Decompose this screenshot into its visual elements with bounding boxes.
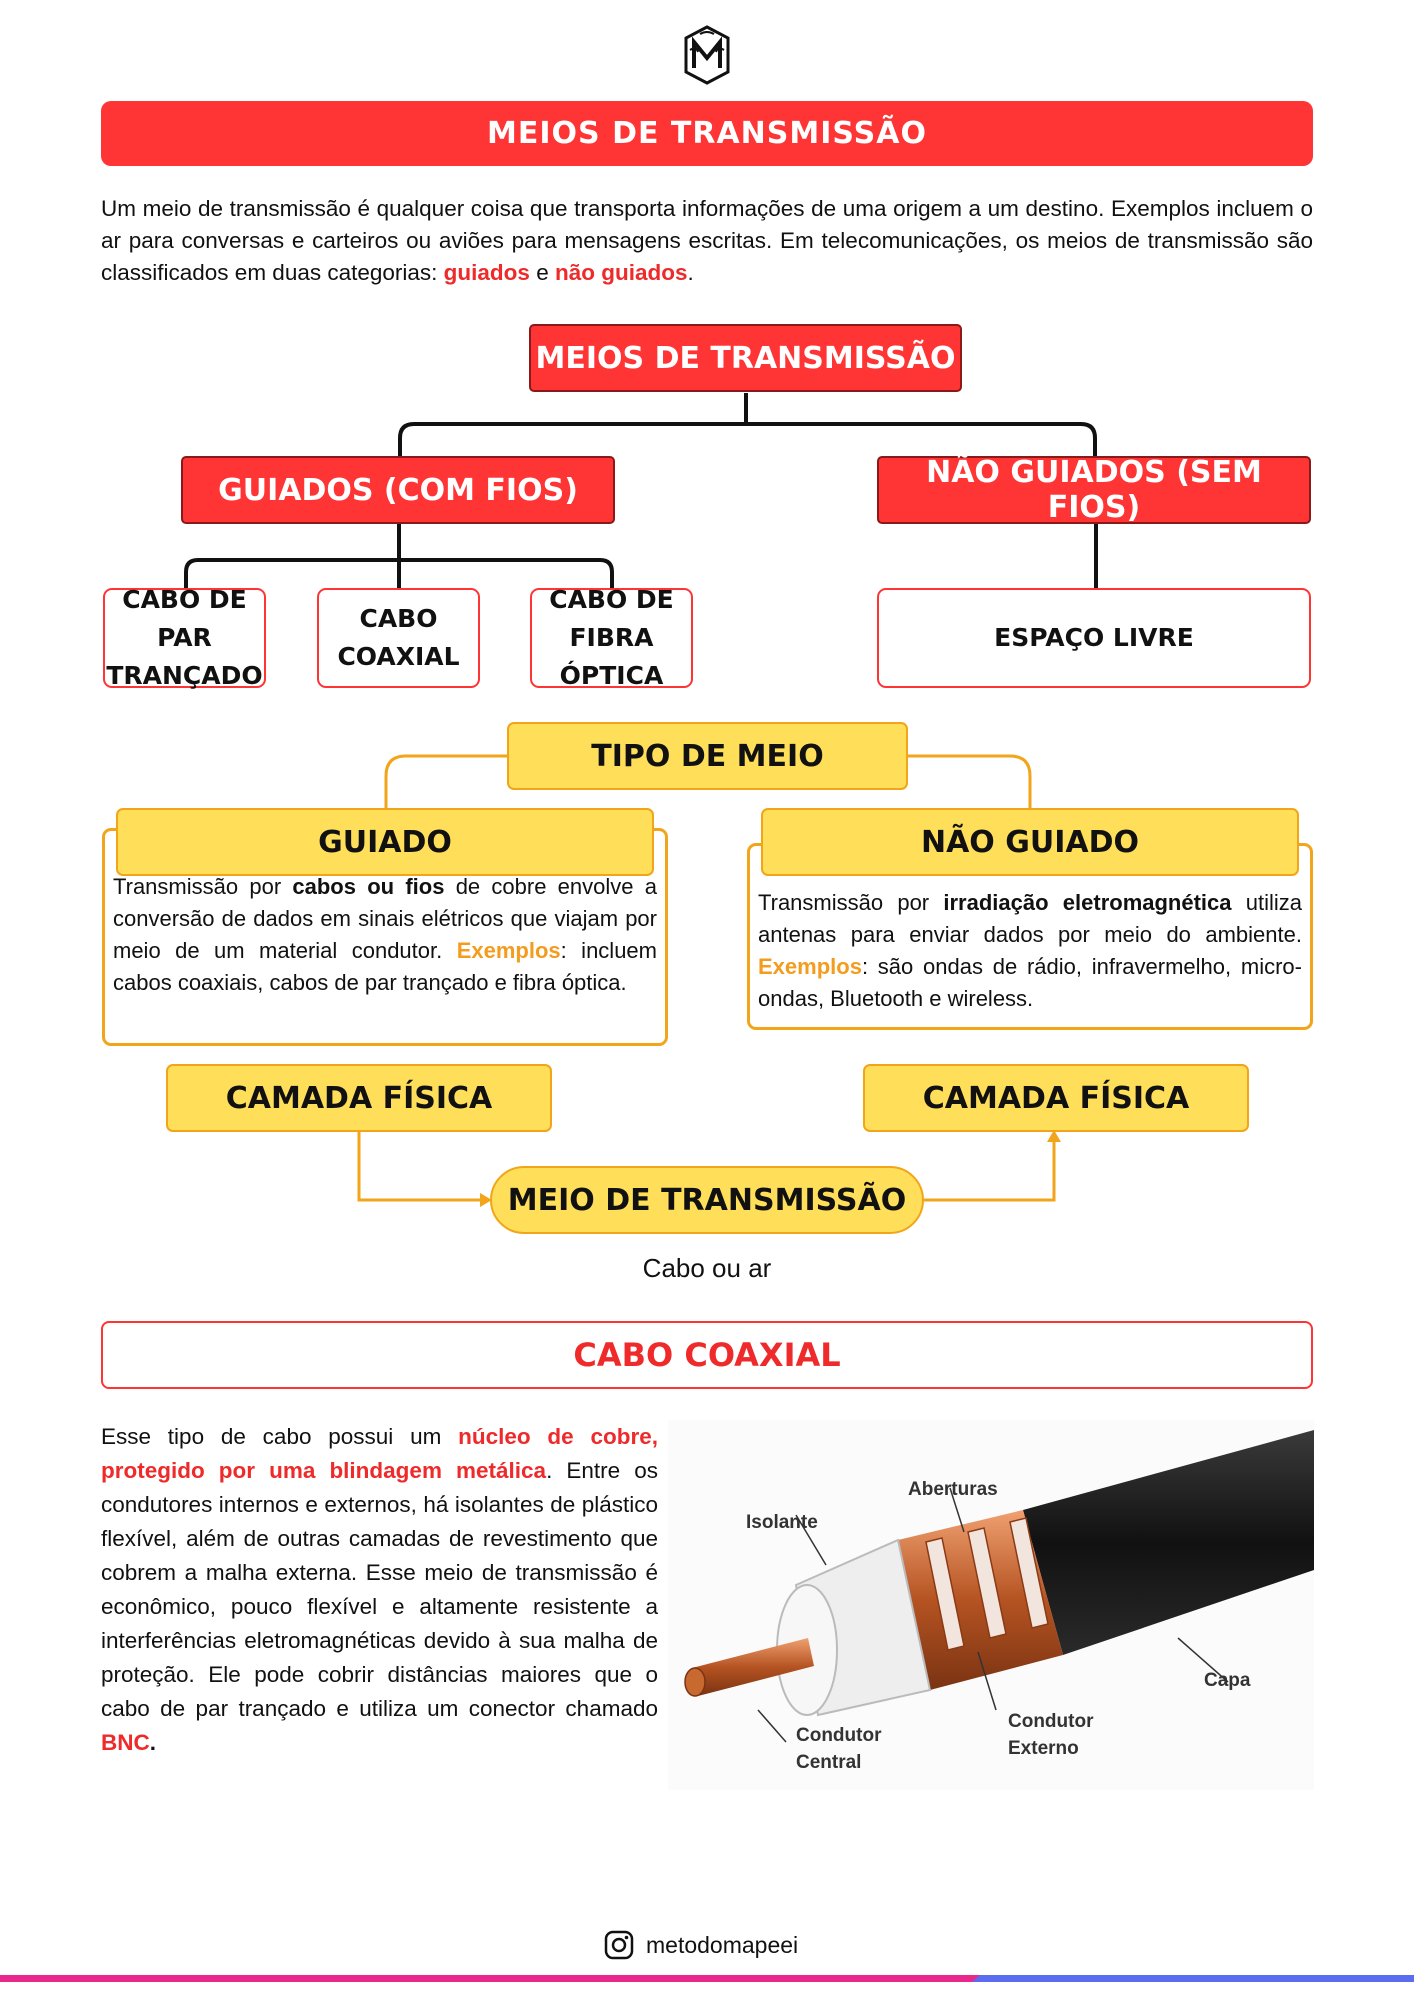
- coax-text-2: . Entre os condutores internos e externos, há isolantes de plástico flexível, além de outras camadas de revestimento que cobrem a malha externa. Esse meio de transmissão é econômico, pouco flexível e altamente resistente a interferências eletromagnéticas devido à sua malha de proteção. Ele pode cobrir distâncias maiores que o cabo de par trançado e utiliza um conector chamado: [101, 1458, 659, 1721]
- label-condutor-central: [796, 1722, 881, 1776]
- coax-highlight-2: BNC: [101, 1730, 150, 1755]
- coax-title: CABO COAXIAL: [101, 1321, 1313, 1389]
- connector-root-branch: [400, 424, 1095, 456]
- bottom-bar-magenta: [0, 1975, 980, 1982]
- guided-title: GUIADO: [116, 808, 654, 876]
- unguided-text-2: utiliza antenas para enviar dados por meio do ambiente.: [758, 890, 1302, 947]
- tree-root: MEIOS DE TRANSMISSÃO: [529, 324, 962, 392]
- instagram-icon[interactable]: [604, 1930, 634, 1960]
- label-condutor-externo-1: Condutor: [1008, 1711, 1094, 1732]
- label-condutor-central-1: Condutor: [796, 1725, 882, 1746]
- guided-bold: cabos ou fios: [292, 874, 445, 899]
- coax-text-1: Esse tipo de cabo possui um: [101, 1424, 459, 1449]
- flow-arrow-left: [359, 1132, 482, 1200]
- flow-medium: MEIO DE TRANSMISSÃO: [490, 1166, 924, 1234]
- flow-arrow-right: [924, 1140, 1054, 1200]
- intro-guided: guiados: [443, 260, 530, 285]
- guided-text-1: Transmissão por: [113, 874, 293, 899]
- flow-right-layer: CAMADA FÍSICA: [863, 1064, 1249, 1132]
- coax-text-3: .: [149, 1730, 157, 1755]
- page-title: MEIOS DE TRANSMISSÃO: [101, 101, 1313, 166]
- tree-fiber: CABO DE FIBRA ÓPTICA: [530, 588, 693, 688]
- coax-illustration: [668, 1420, 1314, 1790]
- instagram-handle[interactable]: metodomapeei: [646, 1931, 799, 1958]
- label-condutor-externo-2: Externo: [1008, 1738, 1079, 1759]
- label-condutor-externo: [1008, 1708, 1093, 1762]
- connector-type-left: [386, 756, 508, 808]
- coax-cable-drawing: [668, 1420, 1314, 1790]
- coax-highlight-1: núcleo de cobre, protegido por uma blindagem metálica: [101, 1424, 659, 1483]
- tree-guided: GUIADOS (COM FIOS): [181, 456, 615, 524]
- label-condutor-central-2: Central: [796, 1752, 862, 1773]
- label-aberturas: Aberturas: [908, 1479, 998, 1500]
- tree-free-space: ESPAÇO LIVRE: [877, 588, 1311, 688]
- flow-caption: Cabo ou ar: [642, 1252, 772, 1283]
- coax-description: [101, 1420, 658, 1760]
- unguided-text-3: : são ondas de rádio, infravermelho, micro-ondas, Bluetooth e wireless.: [758, 954, 1302, 1011]
- intro-text: Um meio de transmissão é qualquer coisa que transporta informações de uma origem a um destino. Exemplos incluem o ar para conversas e carteiros ou aviões para mensagens escritas. Em telecomunicações, os meios de transmissão são classificados em duas categorias:: [101, 196, 1313, 285]
- intro-and: e: [529, 260, 555, 285]
- connector-type-right: [907, 756, 1030, 808]
- tree-unguided: NÃO GUIADOS (SEM FIOS): [877, 456, 1311, 524]
- media-type-header: TIPO DE MEIO: [507, 722, 908, 790]
- guided-text-2: de cobre envolve a conversão de dados em sinais elétricos que viajam por meio de um material condutor.: [113, 874, 657, 963]
- unguided-description: [758, 887, 1302, 1015]
- bottom-bar-blue: [972, 1975, 1414, 1982]
- unguided-title: NÃO GUIADO: [761, 808, 1299, 876]
- cable-jacket: [1023, 1430, 1314, 1655]
- intro-unguided: não guiados: [554, 260, 688, 285]
- tree-twisted-pair: CABO DE PAR TRANÇADO: [103, 588, 266, 688]
- footer: [604, 1928, 798, 1962]
- guided-examples-label: Exemplos: [456, 938, 561, 963]
- label-capa: Capa: [1204, 1670, 1251, 1691]
- guided-text-3: : incluem cabos coaxiais, cabos de par trançado e fibra óptica.: [113, 938, 657, 995]
- label-isolante: Isolante: [746, 1512, 818, 1533]
- tree-coaxial: CABO COAXIAL: [317, 588, 480, 688]
- unguided-text-1: Transmissão por: [758, 890, 944, 915]
- unguided-examples-label: Exemplos: [758, 954, 862, 979]
- guided-description: [113, 871, 657, 999]
- flow-left-layer: CAMADA FÍSICA: [166, 1064, 552, 1132]
- unguided-bold: irradiação eletromagnética: [943, 890, 1232, 915]
- intro-end: .: [687, 260, 694, 285]
